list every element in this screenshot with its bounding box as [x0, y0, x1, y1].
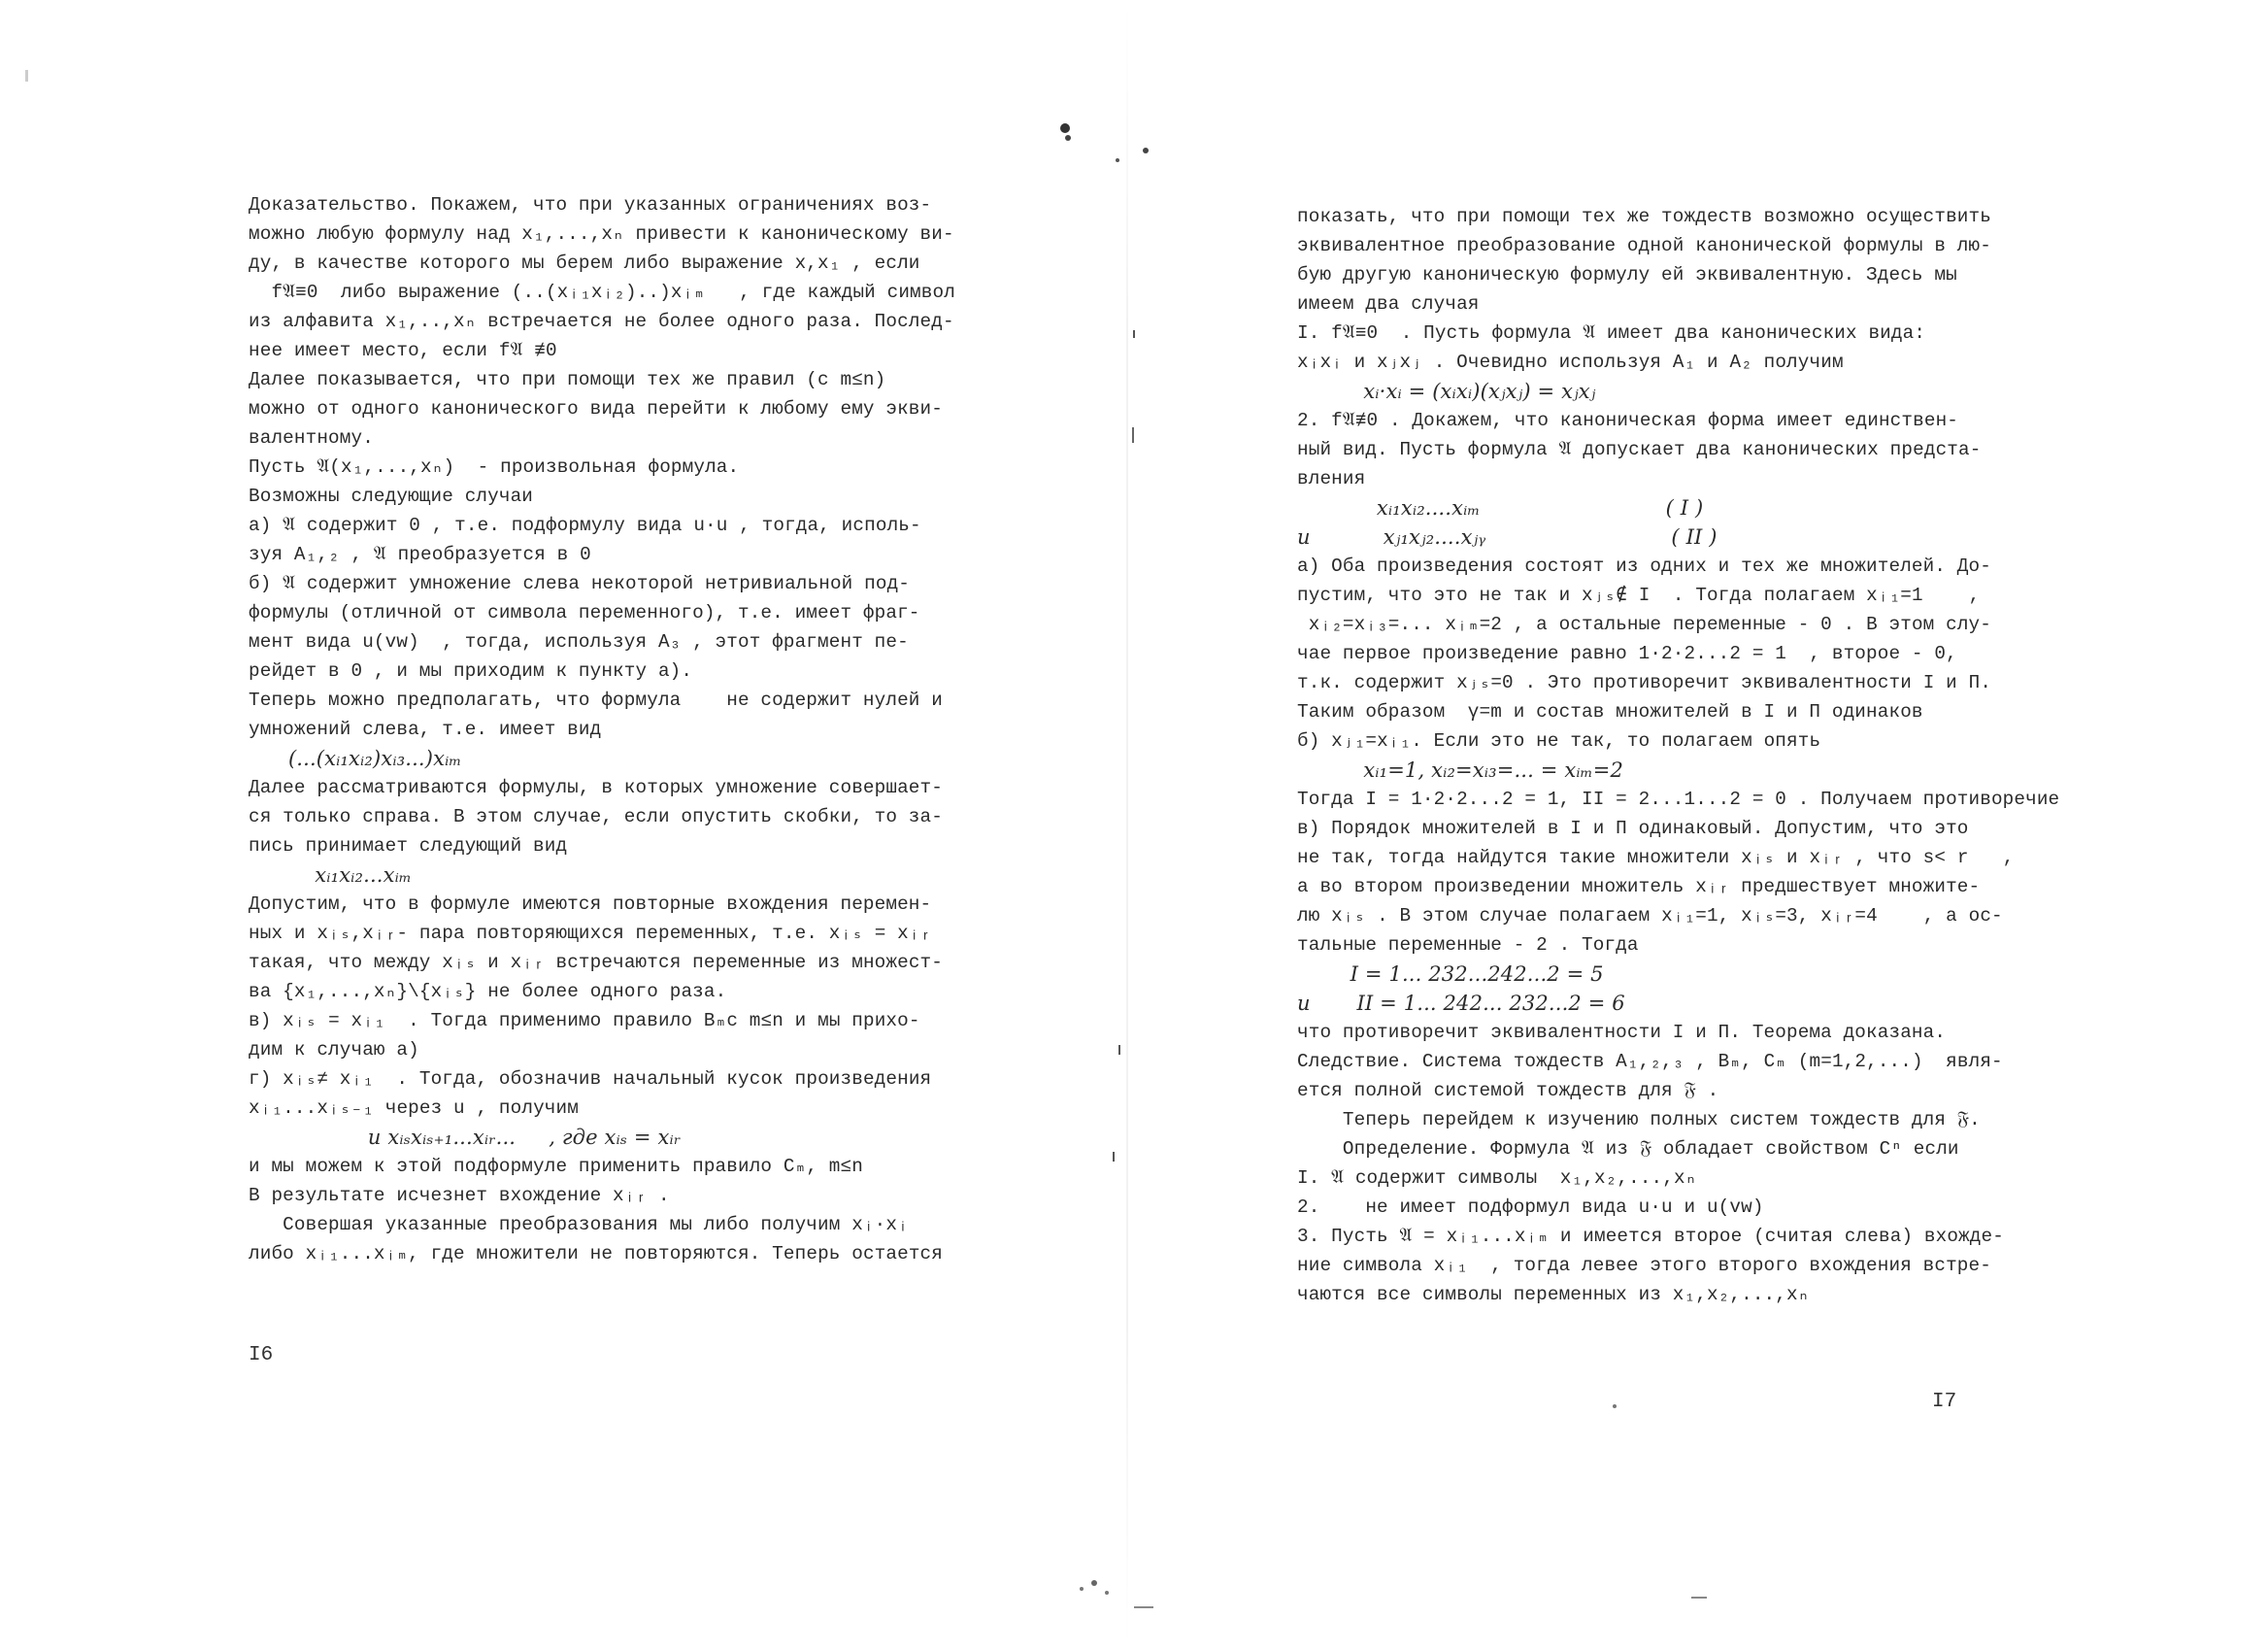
text-line: показать, что при помощи тех же тождеств возможно осуществить — [1297, 206, 1991, 227]
text-line: 3. Пусть 𝔄 = xᵢ₁...xᵢₘ и имеется второе (считая слева) вхожде- — [1297, 1226, 2004, 1247]
page-number-right: I7 — [1932, 1391, 1957, 1413]
text-line: ся только справа. В этом случае, если опустить скобки, то за- — [249, 806, 943, 827]
text-line: нее имеет место, если f𝔄 ≢0 — [249, 340, 557, 361]
speck — [1613, 1404, 1617, 1408]
text-line: Теперь перейдем к изучению полных систем тождеств для 𝔉. — [1297, 1109, 1981, 1130]
formula-line: I = 1... 232...242...2 = 5 — [1297, 962, 1604, 986]
text-line: ется полной системой тождеств для 𝔉 . — [1297, 1080, 1719, 1101]
text-line: либо xᵢ₁...xᵢₘ, где множители не повторяются. Теперь остается — [249, 1243, 943, 1264]
text-line: в) xᵢₛ = xᵢ₁ . Тогда применимо правило Bₘc m≤n и мы прихо- — [249, 1010, 920, 1031]
text-line: Допустим, что в формуле имеются повторные вхождения перемен- — [249, 893, 932, 915]
text-line: и мы можем к этой подформуле применить правило Cₘ, m≤n — [249, 1156, 863, 1177]
left-page — [249, 190, 986, 1268]
speck — [1691, 1597, 1707, 1599]
text-line: ва {x₁,...,xₙ}\{xᵢₛ} не более одного раза. — [249, 981, 727, 1002]
text-line: бую другую каноническую формулу ей эквивалентную. Здесь мы — [1297, 264, 1957, 286]
text-line: пустим, что это не так и xⱼₛ∉ I . Тогда полагаем xᵢ₁=1 , — [1297, 585, 1981, 606]
text-line: б) xⱼ₁=xᵢ₁. Если это не так, то полагаем опять — [1297, 730, 1821, 752]
text-line: г) xᵢₛ≠ xᵢ₁ . Тогда, обозначив начальный кусок произведения — [249, 1068, 932, 1090]
speck — [1060, 123, 1070, 133]
text-line: xᵢ₁...xᵢₛ₋₁ через u , получим — [249, 1097, 579, 1119]
text-line: б) 𝔄 содержит умножение слева некоторой нетривиальной под- — [249, 573, 911, 594]
speck — [1118, 1045, 1120, 1055]
text-line: а во втором произведении множитель xᵢᵣ предшествует множите- — [1297, 876, 1981, 897]
speck — [1080, 1587, 1084, 1591]
text-line: формулы (отличной от символа переменного), т.е. имеет фраг- — [249, 602, 920, 623]
formula-line: xᵢ₁xᵢ₂....xᵢₘ ( I ) — [1297, 496, 1704, 520]
speck — [1133, 330, 1135, 338]
text-line: мент вида u(vw) , тогда, используя A₃ , этот фрагмент пе- — [249, 631, 909, 653]
text-line: имеем два случая — [1297, 293, 1480, 315]
text-line: Далее показывается, что при помощи тех же правил (c m≤n) — [249, 369, 886, 390]
formula-line: и II = 1... 242... 232...2 = 6 — [1297, 992, 1625, 1015]
text-line: валентному. — [249, 427, 374, 449]
text-line: ный вид. Пусть формула 𝔄 допускает два канонических предста- — [1297, 439, 1982, 460]
text-line: 2. f𝔄≢0 . Докажем, что каноническая форма имеет единствен- — [1297, 410, 1959, 431]
text-line: т.к. содержит xⱼₛ=0 . Это противоречит эквивалентности I и П. — [1297, 672, 1992, 693]
text-line: лю xᵢₛ . В этом случае полагаем xᵢ₁=1, xᵢₛ=3, xᵢᵣ=4 , а ос- — [1297, 905, 2003, 927]
text-line: умножений слева, т.е. имеет вид — [249, 719, 602, 740]
text-line: зуя A₁,₂ , 𝔄 преобразуется в 0 — [249, 544, 591, 565]
text-line: а) Оба произведения состоят из одних и тех же множителей. До- — [1297, 556, 1991, 577]
text-line: ных и xᵢₛ,xᵢᵣ- пара повторяющихся переменных, т.е. xᵢₛ = xᵢᵣ — [249, 923, 932, 944]
text-line: Совершая указанные преобразования мы либо получим xᵢ·xᵢ — [249, 1214, 909, 1235]
text-line: а) 𝔄 содержит 0 , т.е. подформулу вида u·u , тогда, исполь- — [249, 515, 921, 536]
text-line: можно от одного канонического вида перейти к любому ему экви- — [249, 398, 943, 420]
text-line: Таким образом γ=m и состав множителей в I и П одинаков — [1297, 701, 1923, 723]
text-line: Следствие. Система тождеств A₁,₂,₃ , Bₘ, Cₘ (m=1,2,...) явля- — [1297, 1051, 2003, 1072]
text-line: Возможны следующие случаи — [249, 486, 534, 507]
text-line: тальные переменные - 2 . Тогда — [1297, 934, 1639, 956]
text-line: вления — [1297, 468, 1366, 489]
formula-line: xᵢ·xᵢ = (xᵢxᵢ)(xⱼxⱼ) = xⱼxⱼ — [1297, 380, 1596, 403]
speck — [1116, 158, 1119, 162]
speck — [1113, 1152, 1115, 1162]
text-line: ду, в качестве которого мы берем либо выражение x,x₁ , если — [249, 253, 920, 274]
text-line: пись принимает следующий вид — [249, 835, 568, 857]
text-line: можно любую формулу над x₁,...,xₙ привести к каноническому ви- — [249, 223, 954, 245]
speck — [1065, 135, 1071, 141]
right-page — [1297, 202, 2060, 1309]
text-line: I. f𝔄≡0 . Пусть формула 𝔄 имеет два канонических вида: — [1297, 322, 1926, 344]
speck — [1105, 1591, 1109, 1595]
text-line: Далее рассматриваются формулы, в которых умножение совершает- — [249, 777, 943, 798]
speck — [25, 70, 28, 82]
text-line: Доказательство. Покажем, что при указанных ограничениях воз- — [249, 194, 932, 216]
speck — [1143, 148, 1149, 153]
text-line: xᵢ₂=xᵢ₃=... xᵢₘ=2 , а остальные переменные - 0 . В этом слу- — [1297, 614, 1991, 635]
formula-line: (...(xᵢ₁xᵢ₂)xᵢ₃...)xᵢₘ — [249, 747, 462, 770]
text-line: 2. не имеет подформул вида u·u и u(vw) — [1297, 1196, 1764, 1218]
text-line: такая, что между xᵢₛ и xᵢᵣ встречаются переменные из множест- — [249, 952, 943, 973]
text-line: не так, тогда найдутся такие множители xᵢₛ и xᵢᵣ , что s< r , — [1297, 847, 2015, 868]
formula-line: и xⱼ₁xⱼ₂....xⱼᵧ ( II ) — [1297, 525, 1718, 549]
page-fold — [1126, 0, 1128, 1651]
text-line: дим к случаю а) — [249, 1039, 419, 1061]
text-line: из алфавита x₁,..,xₙ встречается не более одного раза. Послед- — [249, 311, 954, 332]
text-line: Теперь можно предполагать, что формула не содержит нулей и — [249, 690, 943, 711]
formula-line: u xᵢₛxᵢₛ₊₁...xᵢᵣ... , где xᵢₛ = xᵢᵣ — [249, 1126, 682, 1149]
speck — [1091, 1580, 1097, 1586]
text-line: Пусть 𝔄(x₁,...,xₙ) - произвольная формула. — [249, 456, 740, 478]
formula-line: xᵢ₁=1, xᵢ₂=xᵢ₃=... = xᵢₘ=2 — [1297, 758, 1623, 782]
definition-line: Определение. Формула 𝔄 из 𝔉 обладает свойством Cⁿ если — [1297, 1138, 1959, 1160]
speck — [1132, 427, 1134, 443]
text-line: xᵢxᵢ и xⱼxⱼ . Очевидно используя A₁ и A₂ получим — [1297, 352, 1844, 373]
text-line: рейдет в 0 , и мы приходим к пункту а). — [249, 660, 693, 682]
text-line: в) Порядок множителей в I и П одинаковый. Допустим, что это — [1297, 818, 1969, 839]
page-number-left: I6 — [249, 1344, 274, 1366]
text-line: что противоречит эквивалентности I и П. Теорема доказана. — [1297, 1022, 1947, 1043]
text-line: В результате исчезнет вхождение xᵢᵣ . — [249, 1185, 670, 1206]
text-line: эквивалентное преобразование одной канонической формулы в лю- — [1297, 235, 1991, 256]
text-line: чаются все символы переменных из x₁,x₂,...,xₙ — [1297, 1284, 1810, 1305]
speck — [1134, 1606, 1153, 1608]
text-line: чае первое произведение равно 1·2·2...2 = 1 , второе - 0, — [1297, 643, 1957, 664]
text-line: I. 𝔄 содержит символы x₁,x₂,...,xₙ — [1297, 1167, 1697, 1189]
formula-line: xᵢ₁xᵢ₂...xᵢₘ — [249, 863, 412, 887]
text-line: Тогда I = 1·2·2...2 = 1, II = 2...1...2 = 0 . Получаем противоречие — [1297, 789, 2060, 810]
text-line: ние символа xᵢ₁ , тогда левее этого второго вхождения встре- — [1297, 1255, 1991, 1276]
text-line: f𝔄≡0 либо выражение (..(xᵢ₁xᵢ₂)..)xᵢₘ , где каждый символ — [249, 282, 955, 303]
